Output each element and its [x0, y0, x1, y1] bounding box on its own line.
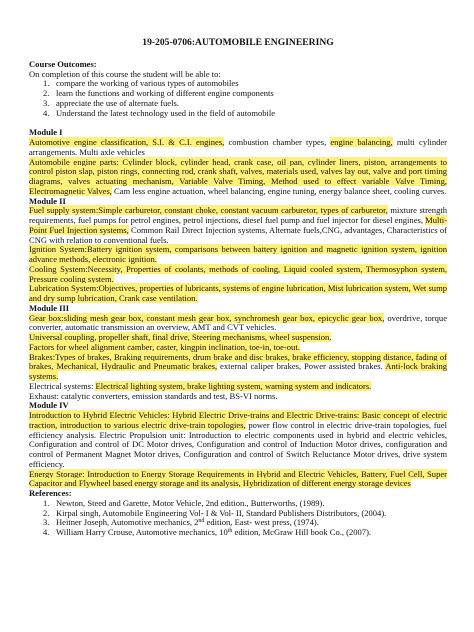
highlighted-text: Universal coupling, propeller shaft, final drive, Steering mechanisms, wheel suspension. — [29, 332, 332, 342]
highlighted-text: Cooling System:Necessity, Properties of coolants, methods of cooling, Liquid cooled system, Thermosyphon system, Pressure cooling system. — [29, 263, 447, 284]
highlighted-text: Brakes:Types of brakes, Braking requirements, drum brake and disc brakes, brake efficiency, stopping distance, fading of brakes, Mechanical, Hydraulic and Pneumatic brakes, — [29, 351, 447, 372]
course-outcome-item: 4. Understand the latest technology used in the field of automobile — [43, 107, 276, 118]
course-outcome-item: 3. appreciate the use of alternate fuels. — [43, 97, 179, 108]
highlighted-text: Multi-Point Fuel Injection systems, — [29, 215, 447, 235]
module-1-heading: Module I — [29, 127, 63, 138]
highlighted-text: Fuel supply system:Simple carburetor, constant choke, constant vacuum carburetor, types of carburetor, — [29, 205, 388, 216]
highlighted-text: Electrical lighting system, brake lighting system, warning system and indicators. — [95, 380, 372, 391]
highlighted-text: Anti-lock braking systems. — [29, 361, 447, 381]
references-heading: References: — [29, 488, 72, 498]
module-2-paragraph — [29, 284, 447, 304]
course-outcomes-list — [29, 79, 447, 118]
module-3-paragraph: Gear box:sliding mesh gear box, constant mesh gear box, synchromesh gear box, epicyclic gear box, overdrive, torque converter, automatic transmission an overview, AMT and CVT vehicles. — [29, 312, 447, 333]
highlighted-text: Automotive engine classification, S.I. & C.I. engines, — [29, 137, 225, 147]
highlighted-text: Ignition System:Battery ignition system, comparisons between battery ignition and magnetic ignition system, ignition advance methods, electronic ignition. — [29, 244, 447, 264]
module-2-heading: Module II — [29, 195, 66, 206]
references-list — [29, 499, 447, 538]
module-4-heading: Module IV — [29, 400, 69, 411]
module-1-paragraph: Automotive engine classification, S.I. & C.I. engines, combustion chamber types, engine balancing, multi cylinder arrangements. Multi axle vehicles — [29, 137, 448, 157]
highlighted-text: Energy Storage: Introduction to Energy Storage Requirements in Hybrid and Electric Vehicles, Battery, Fuel Cell, Super Capacitor and Flywheel based energy storage and its analysis, Hybridization of different energy storage devices — [29, 468, 447, 489]
reference-item: 4. William Harry Crouse, Automotive mechanics, 10th edition, McGraw Hill book Co., (2007). — [43, 527, 372, 537]
reference-item: 1. Newton, Steed and Garette, Motor Vehicle, 2nd edition., Butterworths, (1989). — [43, 497, 325, 508]
highlighted-text: Introduction to Hybrid Electric Vehicles: Hybrid Electric Drive-trains and Electric Drive-trains: Basic concept of electric traction, introduction to various electric drive-train topologies, — [29, 410, 447, 430]
module-4-paragraph: Introduction to Hybrid Electric Vehicles: Hybrid Electric Drive-trains and Electric Drive-trains: Basic concept of electric traction, introduction to various electric drive-train topologies, power flow control in electric drive-train topologies, fuel efficiency analysis. Electric Propulsion unit: Introduction to electric components used in hybrid and electric vehicles, Configuration and control of DC Motor drives, Configuration and control of Induction Motor drives, configuration and control of Permanent Magnet Motor drives, Configuration and control of Switch Reluctance Motor drives, drive system efficiency. — [29, 410, 447, 469]
course-outcome-item: 1. compare the working of various types of automobiles — [43, 78, 239, 89]
highlighted-text: Factors for wheel alignment camber, caster, kingpin inclination, toe-in, toe-out. — [29, 341, 300, 352]
course-outcome-item: 2. learn the functions and working of different engine components — [43, 88, 274, 98]
module-3-paragraph: Electrical systems: Electrical lighting system, brake lighting system, warning system and indicators. — [29, 380, 372, 391]
highlighted-text: Gear box:sliding mesh gear box, constant mesh gear box, synchromesh gear box, epicyclic gear box, — [29, 312, 385, 323]
module-3-paragraph: Exhaust: catalytic converters, emission standards and test, BS-VI norms. — [29, 390, 278, 401]
course-outcomes-heading: Course Outcomes: — [29, 58, 97, 69]
module-2-paragraph: Fuel supply system:Simple carburetor, constant choke, constant vacuum carburetor, types of carburetor, mixture strength requirements, fuel pumps for petrol engines, petrol injections, diesel fuel pump and fuel injector for diesel engines, Multi-Point Fuel Injection systems, Common Rail Direct Injection systems, Alternate fuels,CNG, advantages, Characteristics of CNG with relation to conventional fuels. — [29, 205, 447, 245]
course-title: 19-205-0706:AUTOMOBILE ENGINEERING — [142, 37, 334, 48]
course-outcomes-intro: On completion of this course the student will be able to: — [29, 68, 221, 79]
highlighted-text: Lubrication System:Objectives, properties of lubricants, systems of engine lubrication, Mist lubrication system, Wet sump and dry sump lubrication, Crank case ventilation. — [29, 283, 447, 303]
module-2-paragraph — [29, 245, 447, 265]
module-1-paragraph: Automobile engine parts: Cylinder block, cylinder head, crank case, oil pan, cylinder liners, piston, arrangements to control piston slap, piston rings, connecting rod, crank shaft, valves, materials used, valves lay out, valve and port timing diagrams, valves actuating mechanism, Variable Valve Timing, Method used to effect variable Valve Timing, Electromagnetic Valves, Cam less engine actuation, wheel balancing, engine tuning, energy balance sheet, cooling curves. — [29, 156, 447, 196]
reference-item: 2. Kirpal singh, Automobile Engineering Vol- I & Vol- II, Standard Publishers Distributors, (2004). — [43, 507, 387, 518]
highlighted-text: engine balancing, — [330, 137, 393, 147]
reference-item: 3. Heitner Joseph, Automotive mechanics, 2nd edition, East- west press, (1974). — [43, 517, 319, 528]
module-3-paragraph: Brakes:Types of brakes, Braking requirements, drum brake and disc brakes, brake efficiency, stopping distance, fading of brakes, Mechanical, Hydraulic and Pneumatic brakes, external caliper brakes, Power assisted brakes. Anti-lock braking systems. — [29, 351, 447, 381]
highlighted-text: Automobile engine parts: Cylinder block, cylinder head, crank case, oil pan, cylinder liners, piston, arrangements to control piston slap, piston rings, connecting rod, crank shaft, valves, materials used, valves lay out, valve and port timing diagrams, valves actuating mechanism, Variable Valve Timing, Method used to effect variable Valve Timing, Electromagnetic Valves, — [29, 156, 447, 196]
module-2-paragraph — [29, 265, 447, 285]
module-4-paragraph — [29, 470, 447, 490]
module-3-heading: Module III — [29, 302, 70, 313]
